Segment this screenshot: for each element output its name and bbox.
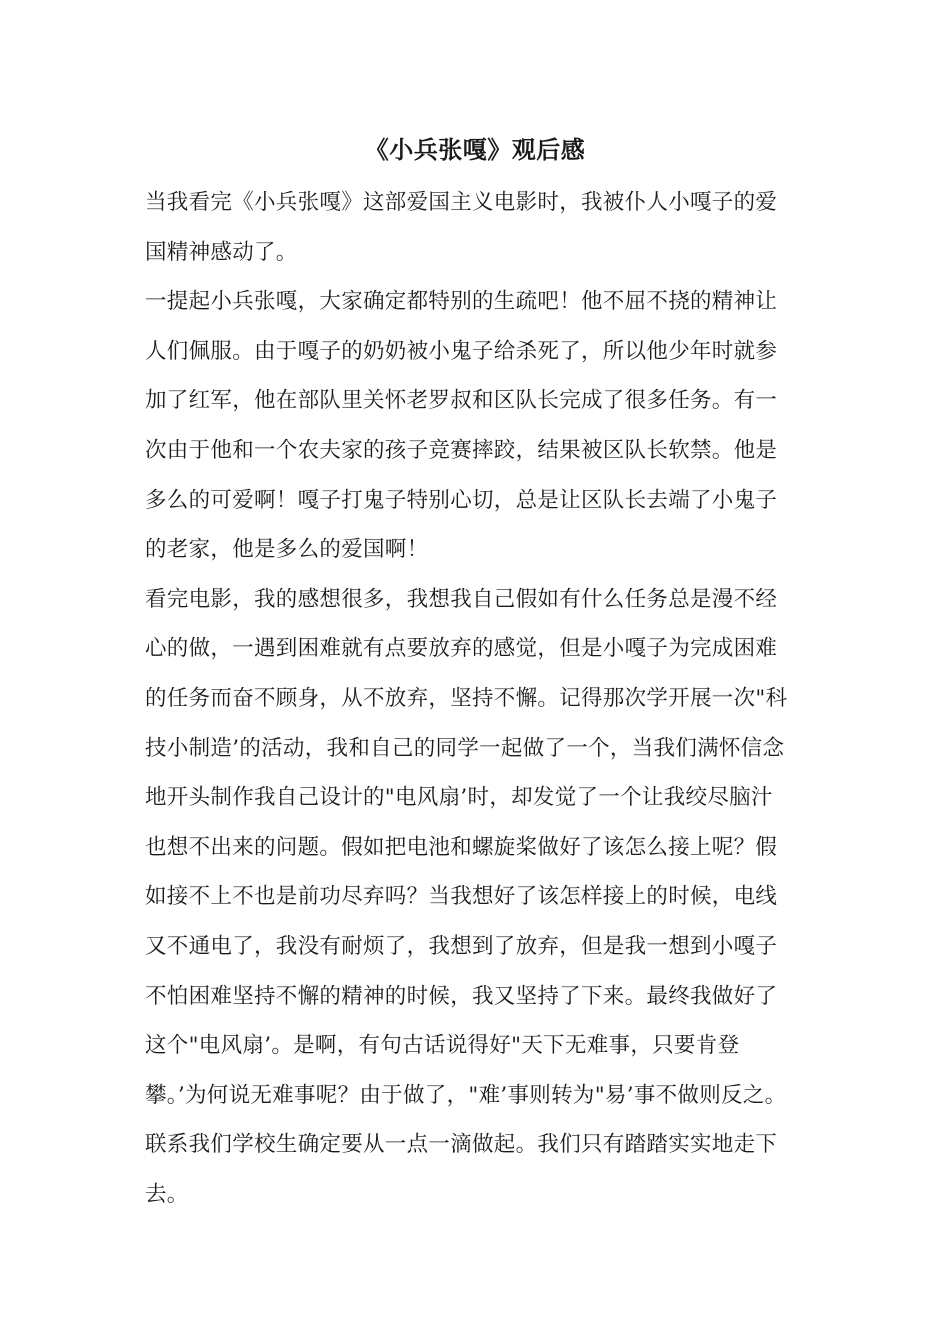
text-line: 的老家，他是多么的爱国啊！ [145,537,429,563]
text-line: 又不通电了，我没有耐烦了，我想到了放弃，但是我一想到小嘎子 [145,933,778,959]
text-line: 也想不出来的问题。假如把电池和螺旋桨做好了该怎么接上呢？假 [145,834,778,860]
text-line: 攀。’为何说无难事呢？由于做了，"难’事则转为"易’事不做则反之。 [145,1082,787,1108]
text-line: 这个"电风扇’。是啊，有句古话说得好"天下无难事，只要肯登 [145,1033,740,1059]
text-line: 去。 [145,1181,189,1207]
document-title: 《小兵张嘎》观后感 [364,135,586,164]
document-body [145,178,825,1219]
text-line: 地开头制作我自己设计的"电风扇’时，却发觉了一个让我绞尽脑汁 [145,785,773,811]
text-line: 人们佩服。由于嘎子的奶奶被小鬼子给杀死了，所以他少年时就参 [145,338,778,364]
text-line: 看完电影，我的感想很多，我想我自己假如有什么任务总是漫不经 [145,586,778,612]
text-line: 当我看完《小兵张嘎》这部爱国主义电影时，我被仆人小嘎子的爱 [145,190,778,215]
text-line: 国精神感动了。 [145,239,298,265]
text-line: 的任务而奋不顾身，从不放弃，坚持不懈。记得那次学开展一次"科 [145,685,788,711]
text-line: 加了红军，他在部队里关怀老罗叔和区队长完成了很多任务。有一 [145,388,778,414]
text-line: 联系我们学校生确定要从一点一滴做起。我们只有踏踏实实地走下 [145,1132,778,1158]
text-line: 心的做，一遇到困难就有点要放弃的感觉，但是小嘎子为完成困难 [145,636,778,662]
text-line: 如接不上不也是前功尽弃吗？当我想好了该怎样接上的时候，电线 [145,884,778,910]
text-line: 一提起小兵张嘎，大家确定都特别的生疏吧！他不屈不挠的精神让 [145,289,778,315]
text-line: 多么的可爱啊！嘎子打鬼子特别心切，总是让区队长去端了小鬼子 [145,487,778,513]
text-line: 技小制造’的活动，我和自己的同学一起做了一个，当我们满怀信念 [145,735,785,761]
text-line: 次由于他和一个农夫家的孩子竞赛摔跤，结果被区队长软禁。他是 [145,437,778,463]
text-line: 不怕困难坚持不懈的精神的时候，我又坚持了下来。最终我做好了 [145,983,778,1009]
